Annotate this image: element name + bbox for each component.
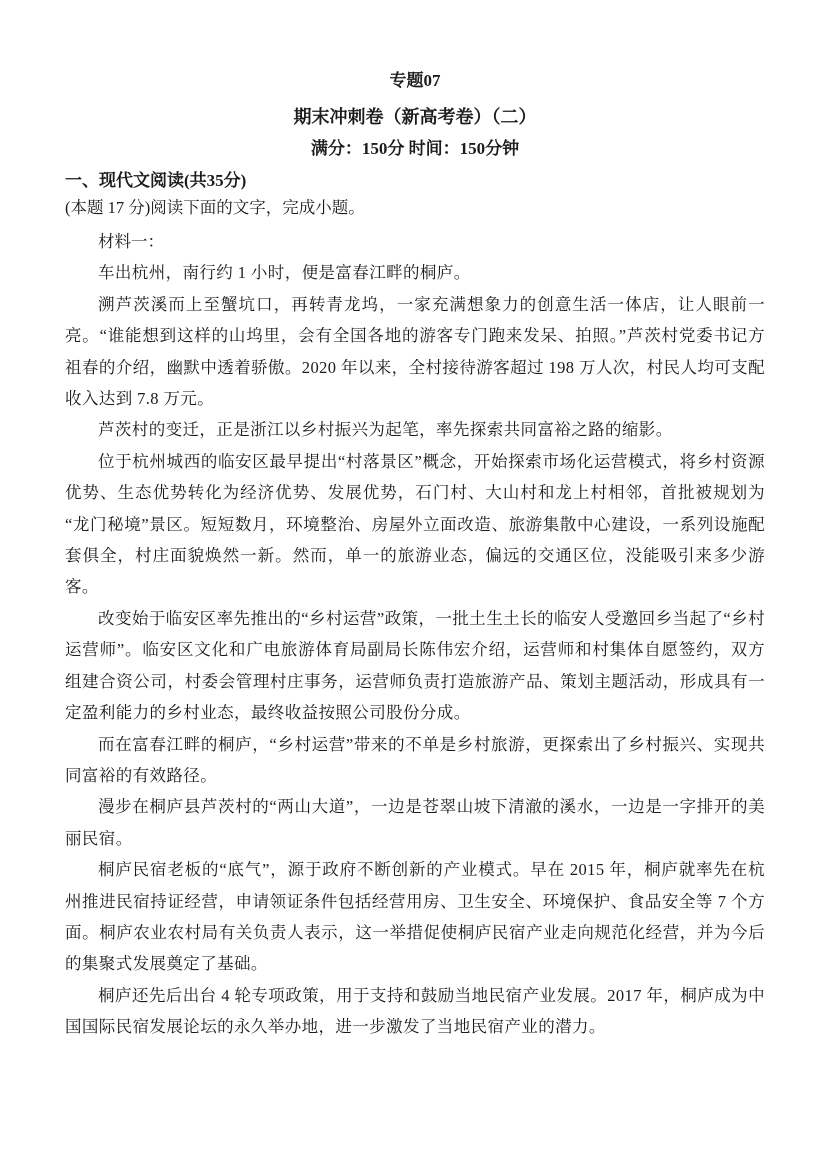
material-one — [65, 226, 765, 1043]
material-paragraph: 改变始于临安区率先推出的“乡村运营”政策，一批土生土长的临安人受邀回乡当起了“乡村运营师”。临安区文化和广电旅游体育局副局长陈伟宏介绍，运营师和村集体自愿签约，双方组建合资公司，村委会管理村庄事务，运营师负责打造旅游产品、策划主题活动，形成具有一定盈利能力的乡村业态，最终收益按照公司股份分成。 — [65, 608, 765, 723]
document-header — [65, 70, 765, 160]
material-paragraph: 而在富春江畔的桐庐，“乡村运营”带来的不单是乡村旅游，更探索出了乡村振兴、实现共同富裕的有效路径。 — [65, 734, 765, 785]
material-paragraph: 车出杭州，南行约 1 小时，便是富春江畔的桐庐。 — [98, 263, 471, 283]
score-time-info: 满分：150分 时间：150分钟 — [310, 139, 520, 158]
material-paragraph: 桐庐还先后出台 4 轮专项政策，用于支持和鼓励当地民宿产业发展。2017 年，桐庐成为中国国际民宿发展论坛的永久举办地，进一步激发了当地民宿产业的潜力。 — [65, 985, 765, 1037]
question-instruction: (本题 17 分)阅读下面的文字，完成小题。 — [65, 198, 365, 217]
material-paragraph: 漫步在桐庐县芦茨村的“两山大道”，一边是苍翠山坡下清澈的溪水，一边是一字排开的美丽民宿。 — [65, 797, 765, 848]
material-paragraph: 位于杭州城西的临安区最早提出“村落景区”概念，开始探索市场化运营模式，将乡村资源优势、生态优势转化为经济优势、发展优势，石门村、大山村和龙上村相邻，首批被规划为“龙门秘境”景区。短短数月，环境整治、房屋外立面改造、旅游集散中心建设，一系列设施配套俱全，村庄面貌焕然一新。然而，单一的旅游业态，偏远的交通区位，没能吸引来多少游客。 — [65, 451, 765, 597]
topic-title: 专题07 — [389, 71, 441, 90]
material-paragraph: 溯芦茨溪而上至蟹坑口，再转青龙坞，一家充满想象力的创意生活一体店，让人眼前一亮。“谁能想到这样的山坞里，会有全国各地的游客专门跑来发呆、拍照。”芦茨村党委书记方祖春的介绍，幽默中透着骄傲。2020 年以来，全村接待游客超过 198 万人次，村民人均可支配收入达到 7.8 万元。 — [65, 294, 765, 409]
section-heading-modern-reading: 一、现代文阅读(共35分) — [65, 171, 247, 190]
material-paragraph: 芦茨村的变迁，正是浙江以乡村振兴为起笔，率先探索共同富裕之路的缩影。 — [98, 420, 673, 440]
material-label: 材料一： — [98, 232, 164, 251]
exam-title: 期末冲刺卷（新高考卷）（二） — [293, 107, 537, 127]
material-paragraph: 桐庐民宿老板的“底气”，源于政府不断创新的产业模式。早在 2015 年，桐庐就率先在杭州推进民宿持证经营，申请领证条件包括经营用房、卫生安全、环境保护、食品安全等 7 个方面。桐庐农业农村局有关负责人表示，这一举措促使桐庐民宿产业走向规范化经营，并为今后的集聚式发展奠定了基础。 — [65, 860, 765, 974]
